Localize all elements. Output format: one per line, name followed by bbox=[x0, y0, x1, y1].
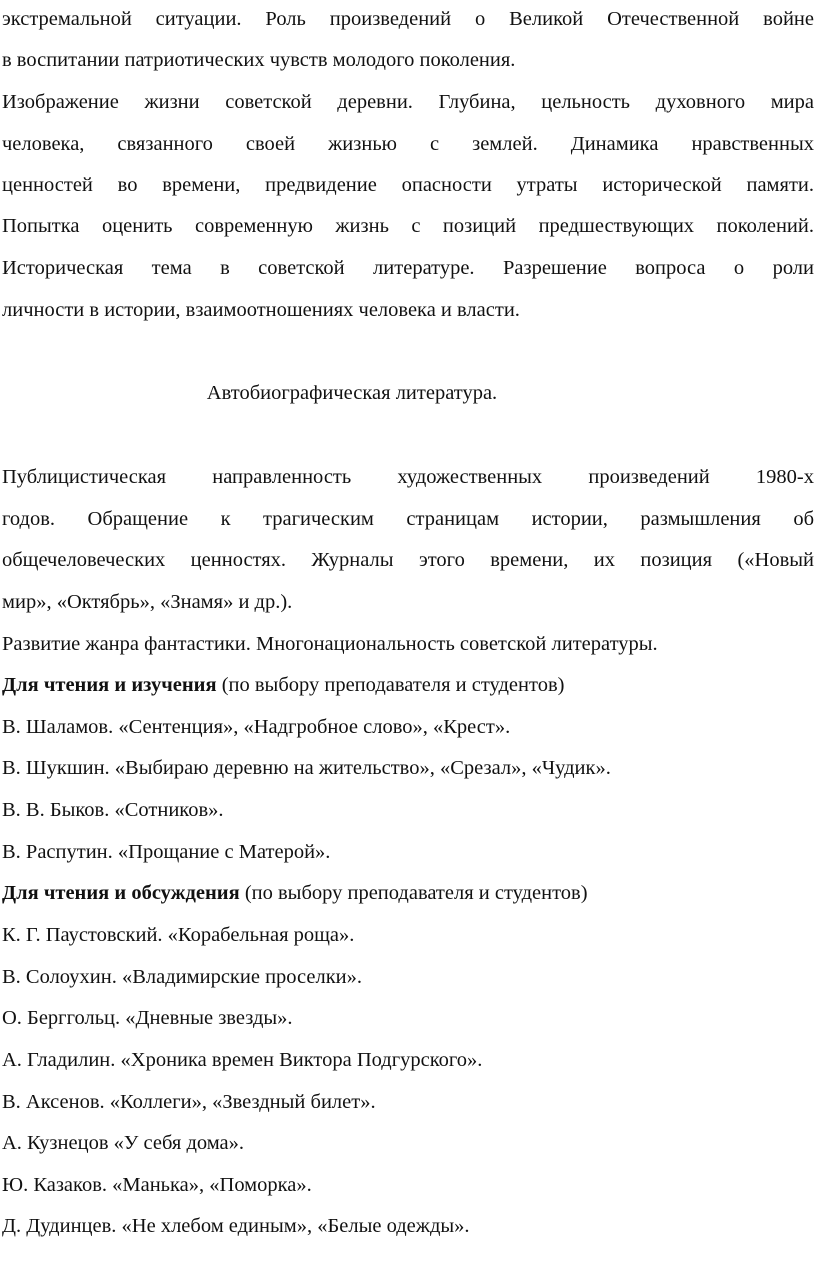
paragraph-line: Попытка оценить современную жизнь с позиций предшествующих поколений. bbox=[2, 215, 814, 237]
paragraph-line: общечеловеческих ценностях. Журналы этого времени, их позиция («Новый bbox=[2, 549, 814, 571]
list-item: В. Шаламов. «Сентенция», «Надгробное слово», «Крест». bbox=[2, 716, 511, 738]
paragraph-line: Публицистическая направленность художественных произведений 1980-х bbox=[2, 466, 814, 488]
paragraph-line: годов. Обращение к трагическим страницам истории, размышления об bbox=[2, 508, 814, 530]
list-item: В. Распутин. «Прощание с Матерой». bbox=[2, 841, 331, 863]
paragraph-line: мир», «Октябрь», «Знамя» и др.). bbox=[2, 591, 293, 613]
paragraph-line: человека, связанного своей жизнью с землей. Динамика нравственных bbox=[2, 133, 814, 155]
paragraph-line: Историческая тема в советской литературе. Разрешение вопроса о роли bbox=[2, 257, 814, 279]
list-item: Ю. Казаков. «Манька», «Поморка». bbox=[2, 1174, 312, 1196]
list-item: Д. Дудинцев. «Не хлебом единым», «Белые одежды». bbox=[2, 1215, 470, 1237]
list-item: К. Г. Паустовский. «Корабельная роща». bbox=[2, 924, 355, 946]
list-item: В. Шукшин. «Выбираю деревню на жительство», «Срезал», «Чудик». bbox=[2, 757, 611, 779]
reading-study-label: Для чтения и изучения bbox=[2, 674, 217, 696]
list-item: О. Берггольц. «Дневные звезды». bbox=[2, 1007, 293, 1029]
list-item: А. Гладилин. «Хроника времен Виктора Подгурского». bbox=[2, 1049, 483, 1071]
reading-study-note: (по выбору преподавателя и студентов) bbox=[216, 674, 565, 696]
paragraph-line: Развитие жанра фантастики. Многонациональность советской литературы. bbox=[2, 633, 658, 655]
paragraph-line: в воспитании патриотических чувств молодого поколения. bbox=[2, 49, 516, 71]
paragraph-line: ценностей во времени, предвидение опасности утраты исторической памяти. bbox=[2, 174, 814, 196]
list-item: А. Кузнецов «У себя дома». bbox=[2, 1132, 245, 1154]
section-heading: Автобиографическая литература. bbox=[206, 382, 498, 404]
reading-discussion-label: Для чтения и обсуждения bbox=[2, 882, 240, 904]
reading-discussion-note: (по выбору преподавателя и студентов) bbox=[239, 882, 588, 904]
reading-discussion-heading bbox=[2, 878, 814, 908]
paragraph-line: Изображение жизни советской деревни. Глубина, цельность духовного мира bbox=[2, 91, 814, 113]
list-item: В. Аксенов. «Коллеги», «Звездный билет». bbox=[2, 1091, 376, 1113]
list-item: В. В. Быков. «Сотников». bbox=[2, 799, 224, 821]
paragraph-line: экстремальной ситуации. Роль произведений о Великой Отечественной войне bbox=[2, 8, 814, 30]
reading-study-heading bbox=[2, 670, 814, 700]
list-item: В. Солоухин. «Владимирские проселки». bbox=[2, 966, 363, 988]
paragraph-line: личности в истории, взаимоотношениях человека и власти. bbox=[2, 299, 520, 321]
